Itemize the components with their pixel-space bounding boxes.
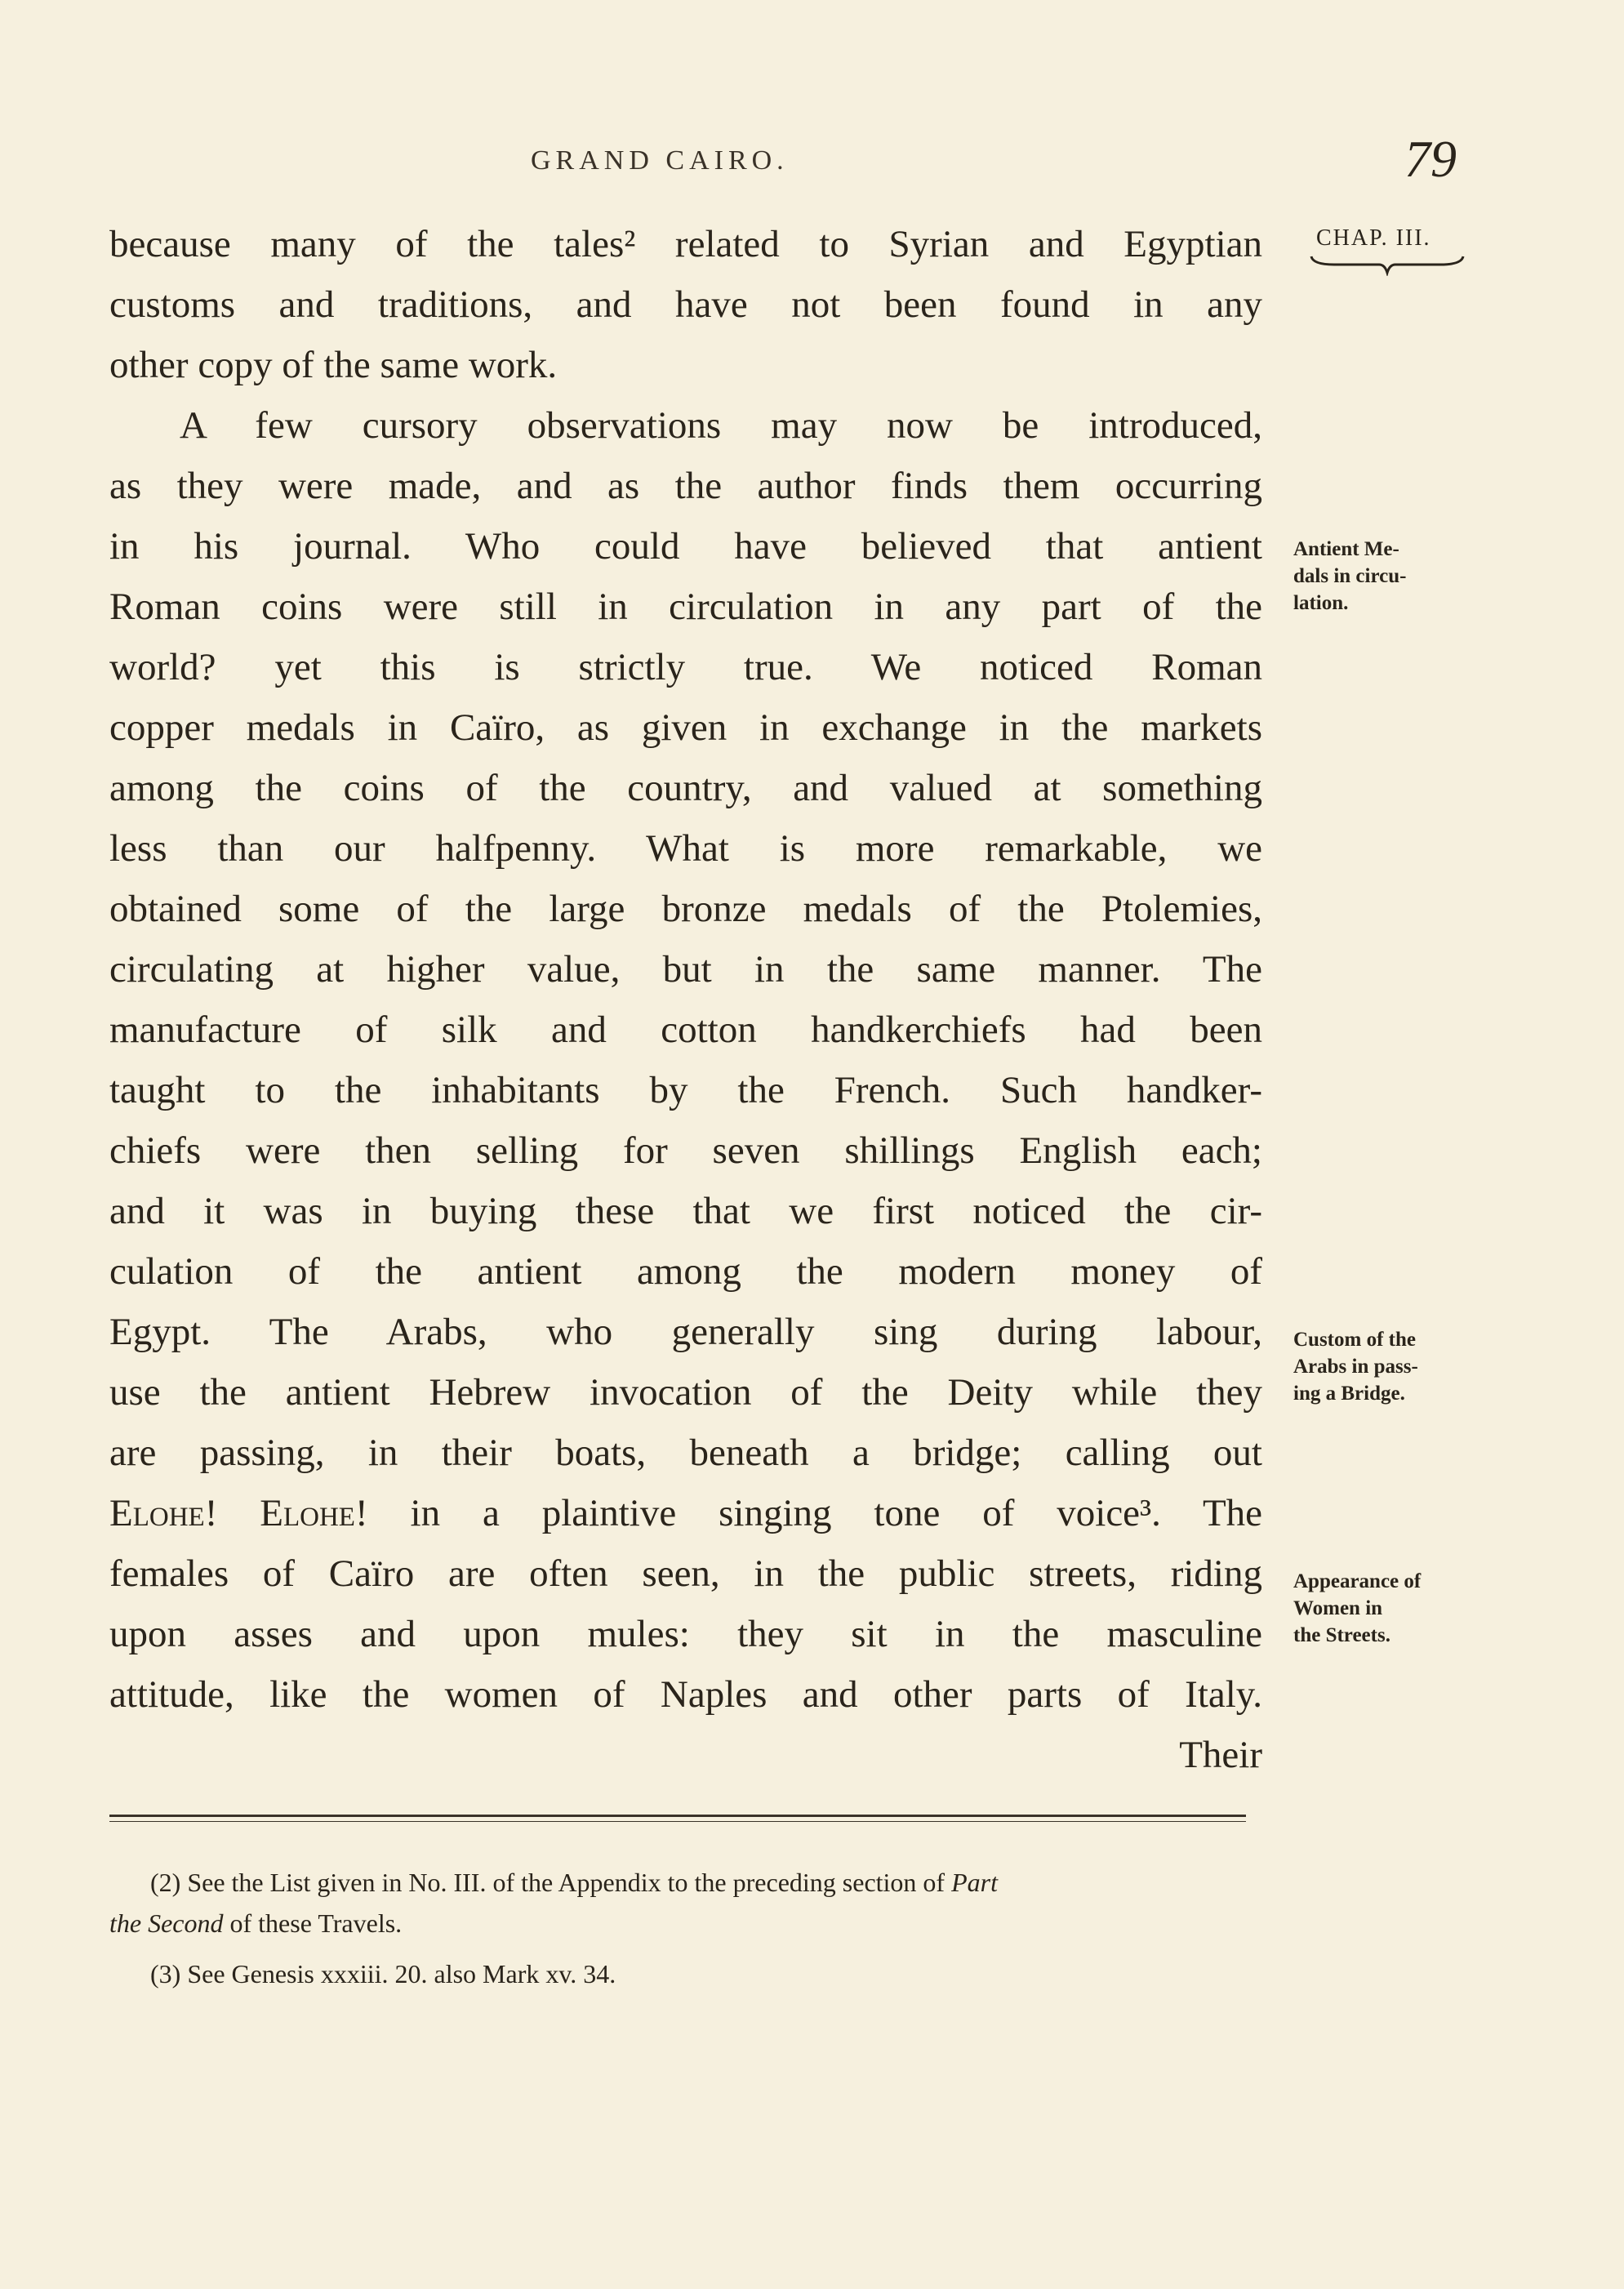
text-line-22 (109, 1483, 1262, 1543)
side-note-custom-arabs: Custom of the Arabs in pass- ing a Bridge. (1293, 1329, 1418, 1405)
text-line-15: taught to the inhabitants by the French. Such handker- (109, 1069, 1262, 1111)
running-title: GRAND CAIRO. (531, 145, 789, 176)
chapter-brace-ornament (1310, 255, 1465, 276)
text-line-7: Roman coins were still in circulation in any part of the (109, 586, 1262, 628)
text-line-16: chiefs were then selling for seven shillings English each; (109, 1129, 1262, 1172)
text-line-21: are passing, in their boats, beneath a bridge; calling out (109, 1432, 1262, 1474)
word-elohe-1: Elohe (109, 1492, 205, 1534)
text-line-19: Egypt. The Arabs, who generally sing during labour, (109, 1311, 1262, 1353)
side-note-antient-medals: Antient Me- dals in circu- lation. (1293, 538, 1407, 614)
text-line-14: manufacture of silk and cotton handkerchiefs had been (109, 1009, 1262, 1051)
word-elohe-2: Elohe (260, 1492, 355, 1534)
text-line-25: attitude, like the women of Naples and other parts of Italy. (109, 1673, 1262, 1716)
text-line-9: copper medals in Caïro, as given in exchange in the markets (109, 706, 1262, 749)
line-22-end: The (1202, 1492, 1263, 1534)
text-line-12: obtained some of the large bronze medals of the Ptolemies, (109, 888, 1262, 930)
footnote-rule-thin (109, 1821, 1246, 1822)
text-line-5: as they were made, and as the author finds them occurring (109, 465, 1262, 507)
text-line-23: females of Caïro are often seen, in the public streets, riding (109, 1552, 1262, 1595)
text-line-17: and it was in buying these that we first noticed the cir- (109, 1190, 1262, 1232)
catchword: Their (1179, 1734, 1262, 1776)
side-note-appearance-women: Appearance of Women in the Streets. (1293, 1570, 1422, 1646)
text-line-8: world? yet this is strictly true. We noticed Roman (109, 646, 1262, 688)
text-line-20: use the antient Hebrew invocation of the Deity while they (109, 1371, 1262, 1414)
text-line-13: circulating at higher value, but in the same manner. The (109, 948, 1262, 991)
exclamation-2: ! (354, 1492, 368, 1534)
chapter-label: CHAP. III. (1316, 225, 1431, 251)
text-line-1: because many of the tales² related to Syrian and Egyptian (109, 223, 1262, 265)
text-line-4: A few cursory observations may now be introduced, (180, 404, 1262, 447)
text-line-2: customs and traditions, and have not been found in any (109, 283, 1262, 326)
text-line-11: less than our halfpenny. What is more remarkable, we (109, 827, 1262, 870)
page-number: 79 (1404, 130, 1457, 188)
text-line-3: other copy of the same work. (109, 344, 558, 386)
main-text (109, 214, 1262, 1785)
footnote-3: (3) See Genesis xxxiii. 20. also Mark xv. 34. (150, 1959, 616, 1988)
line-22-rest: in a plaintive singing tone of voice³. (410, 1492, 1161, 1534)
exclamation-1: ! (204, 1492, 218, 1534)
footnote-2: (2) See the List given in No. III. of the Appendix to the preceding section of Part the Second of these Travels. (109, 1868, 998, 1938)
text-line-10: among the coins of the country, and valued at something (109, 767, 1262, 809)
text-line-24: upon asses and upon mules: they sit in the masculine (109, 1613, 1262, 1655)
text-line-6: in his journal. Who could have believed that antient (109, 525, 1262, 568)
footnote-rule (109, 1815, 1246, 1817)
text-line-18: culation of the antient among the modern money of (109, 1250, 1262, 1293)
